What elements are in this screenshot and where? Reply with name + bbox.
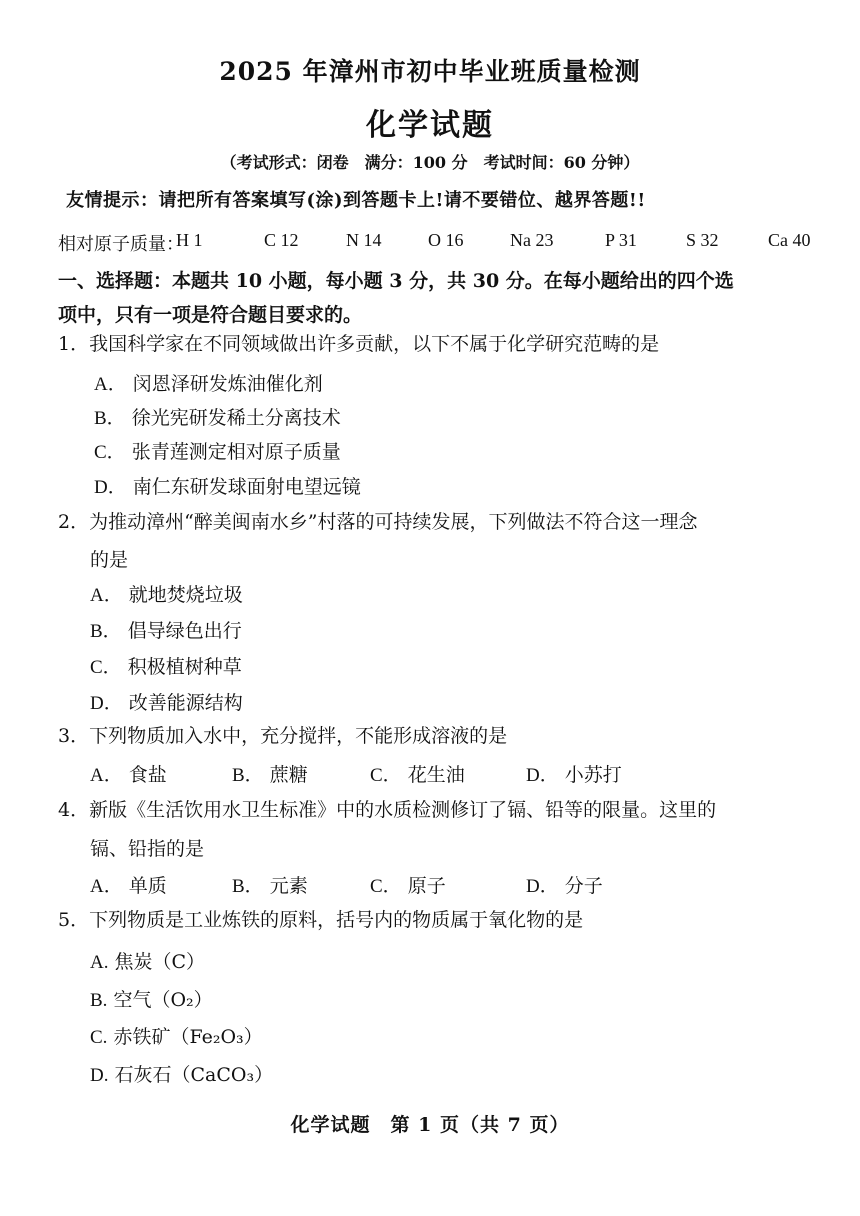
option-key: D. [90,1065,109,1086]
subject-title: 化学试题 [366,108,494,143]
atomic-mass-item: H 1 [176,230,203,250]
option-text: 小苏打 [564,764,622,786]
question-4-stem-cont: 镉、铅指的是 [90,838,205,860]
option-text: 食盐 [128,764,167,786]
option-text: 积极植树种草 [127,656,242,678]
option-key: B． [90,621,122,642]
option-key: B. [90,990,108,1011]
question-3-option-b [232,760,308,787]
option-text: 南仁东研发球面射电望远镜 [132,476,361,498]
atomic-masses-label: 相对原子质量： [58,234,184,254]
atomic-mass-item: C 12 [264,230,299,250]
question-2-option-c [90,652,242,679]
question-5-option-c [90,1022,263,1049]
option-text: 空气（O₂） [113,989,213,1011]
option-text: 倡导绿色出行 [127,620,242,642]
option-key: B． [94,408,126,429]
question-2-option-a [90,580,243,607]
option-key: A． [90,876,123,897]
atomic-mass-item: Na 23 [510,230,554,250]
question-3-stem: 3．下列物质加入水中，充分搅拌，不能形成溶液的是 [58,725,508,747]
question-4-stem: 4．新版《生活饮用水卫生标准》中的水质检测修订了镉、铅等的限量。这里的 [58,799,717,821]
question-5-stem: 5．下列物质是工业炼铁的原料，括号内的物质属于氧化物的是 [58,909,584,931]
atomic-mass-item: N 14 [346,230,382,250]
question-4-option-d [526,871,603,898]
option-key: B． [232,876,264,897]
question-4-option-b [232,871,308,898]
option-key: D． [94,477,127,498]
option-text: 徐光宪研发稀土分离技术 [131,407,341,429]
section-heading-line1: 一、选择题：本题共 10 小题，每小题 3 分，共 30 分。在每小题给出的四个选 [58,270,734,292]
question-4-option-a [90,871,167,898]
section-heading-line2: 项中，只有一项是符合题目要求的。 [58,304,363,326]
question-3-option-c [370,760,465,787]
question-2-option-b [90,616,242,643]
option-text: 原子 [407,875,446,897]
option-text: 赤铁矿（Fe₂O₃） [113,1026,263,1048]
option-key: A. [90,952,109,973]
atomic-mass-item: Ca 40 [768,230,811,250]
option-key: D． [526,765,559,786]
option-key: C． [94,442,126,463]
option-text: 张青莲测定相对原子质量 [131,441,341,463]
question-3-option-a [90,760,167,787]
option-text: 闵恩泽研发炼油催化剂 [132,373,323,395]
page-footer: 化学试题 第 1 页（共 7 页） [290,1114,570,1136]
option-key: B． [232,765,264,786]
atomic-mass-item: P 31 [605,230,637,250]
option-text: 单质 [128,875,167,897]
option-key: A． [94,374,127,395]
question-1-option-c [94,437,341,464]
option-text: 蔗糖 [269,764,308,786]
option-key: C． [370,876,402,897]
option-text: 改善能源结构 [128,692,243,714]
exam-info: （考试形式：闭卷 满分：100 分 考试时间：60 分钟） [220,153,640,172]
option-text: 就地焚烧垃圾 [128,584,243,606]
question-1-option-d [94,472,361,499]
option-text: 石灰石（CaCO₃） [114,1064,274,1086]
option-text: 分子 [564,875,603,897]
atomic-masses [58,230,848,256]
question-4-option-c [370,871,446,898]
exam-title: 2025 年漳州市初中毕业班质量检测 [219,57,641,86]
atomic-mass-item: S 32 [686,230,719,250]
option-key: C. [90,1027,108,1048]
atomic-mass-item: O 16 [428,230,464,250]
option-text: 焦炭（C） [114,951,206,973]
question-3-option-d [526,760,622,787]
question-5-option-a [90,947,205,974]
question-1-option-a [94,369,323,396]
friendly-tip: 友情提示：请把所有答案填写(涂)到答题卡上!请不要错位、越界答题!! [66,190,646,211]
question-1-stem: 1．我国科学家在不同领域做出许多贡献，以下不属于化学研究范畴的是 [58,333,660,355]
option-text: 花生油 [407,764,465,786]
question-5-option-d [90,1060,273,1087]
option-key: C． [370,765,402,786]
option-text: 元素 [269,875,308,897]
option-key: A． [90,765,123,786]
question-2-option-d [90,688,243,715]
option-key: D． [526,876,559,897]
option-key: A． [90,585,123,606]
question-2-stem: 2．为推动漳州“醉美闽南水乡”村落的可持续发展，下列做法不符合这一理念 [58,511,698,533]
question-1-option-b [94,403,341,430]
option-key: C． [90,657,122,678]
question-5-option-b [90,985,213,1012]
option-key: D． [90,693,123,714]
section-heading [58,264,798,332]
question-2-stem-cont: 的是 [90,549,129,571]
